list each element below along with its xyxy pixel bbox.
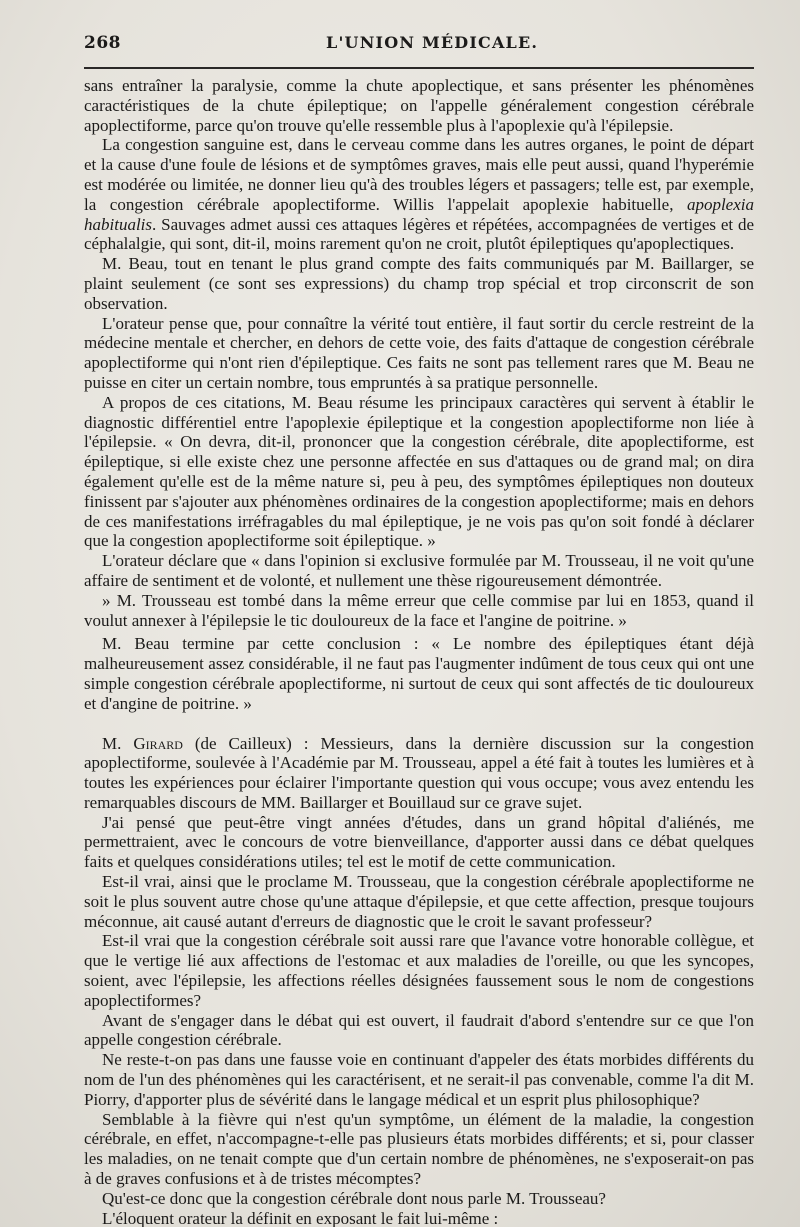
paragraph-2-text-b: . Sauvages admet aussi ces attaques légères et répétées, accompagnées de vertiges et de céphalalgie, qui sont, dit-il, moins rarement qu'on ne croit, plutôt épileptiques qu'apoplectiques. xyxy=(84,214,754,254)
paragraph-6: L'orateur déclare que « dans l'opinion si exclusive formulée par M. Trousseau, il ne voit qu'une affaire de sentiment et de volonté, et nullement une thèse rigoureusement démontrée. xyxy=(84,551,754,590)
paragraph-3: M. Beau, tout en tenant le plus grand compte des faits communiqués par M. Baillarger, se plaint seulement (ce sont ses expressions) du champ trop spécial et trop circonscrit de son observation. xyxy=(84,254,754,313)
body-text xyxy=(84,76,754,1227)
paragraph-9 xyxy=(84,734,754,813)
paragraph-16: Qu'est-ce donc que la congestion cérébrale dont nous parle M. Trousseau? xyxy=(102,1188,606,1208)
paragraph-13: Avant de s'engager dans le débat qui est ouvert, il faudrait d'abord s'entendre sur ce que l'on appelle congestion cérébrale. xyxy=(84,1010,754,1050)
header-rule xyxy=(84,67,754,69)
speaker-name: M. Girard xyxy=(102,733,183,753)
page-number: 268 xyxy=(84,33,121,53)
paragraph-2 xyxy=(84,135,754,254)
running-title: L'UNION MÉDICALE. xyxy=(326,33,539,52)
paragraph-8: M. Beau termine par cette conclusion : « Le nombre des épileptiques étant déjà malheureusement assez considérable, il ne faut pas l'augmenter indûment de tous ceux qui ont une simple congestion cérébrale apoplectiforme, ni surtout de ceux qui sont affectés de tic douloureux et d'angine de poitrine. » xyxy=(84,634,754,713)
paragraph-15: Semblable à la fièvre qui n'est qu'un symptôme, un élément de la maladie, la congestion cérébrale, en effet, n'accompagne-t-elle pas plusieurs états morbides différents; et si, pour classer les maladies, on ne tenait compte que d'un certain nombre de phénomènes, ne s'exposerait-on pas à de graves confusions et à de tristes mécomptes? xyxy=(84,1109,754,1189)
paragraph-17: L'éloquent orateur la définit en exposant le fait lui-même : xyxy=(102,1208,499,1227)
paragraph-10: J'ai pensé que peut-être vingt années d'études, dans un grand hôpital d'aliénés, me permettraient, avec le concours de votre bienveillance, d'apporter aussi dans ce débat quelques faits et quelques considérations utiles; tel est le motif de cette communication. xyxy=(84,812,754,872)
paragraph-2-text-a: La congestion sanguine est, dans le cerveau comme dans les autres organes, le point de départ et la cause d'une foule de lésions et de symptômes graves, mais elle peut aussi, quand l'hyperémie est modérée ou limitée, ne donner lieu qu'à des troubles légers et passagers; telle est, par exemple, la congestion cérébrale apoplectiforme. Willis l'appelait apoplexie habituelle, xyxy=(84,135,754,214)
paragraph-7: » M. Trousseau est tombé dans la même erreur que celle commise par lui en 1853, quand il voulut annexer à l'épilepsie le tic douloureux de la face et l'angine de poitrine. » xyxy=(84,590,754,630)
paragraph-2-latin-term: apoplexia habitualis xyxy=(84,194,754,234)
paragraph-5: A propos de ces citations, M. Beau résume les principaux caractères qui servent à établir le diagnostic différentiel entre l'apoplexie épileptique et la congestion apoplectiforme non liée à l'épilepsie. « On devra, dit-il, prononcer que la congestion cérébrale, dite apoplectiforme, est épileptique, si elle existe chez une personne affectée en sus d'attaques ou de grand mal; on dira également qu'elle est de la même nature si, peu à peu, des symptômes épileptiques non douteux finissent par s'ajouter aux phénomènes ordinaires de la congestion apoplectiforme; mais en dehors de ces manifestations irréfragables du mal épileptique, je ne vois pas qu'on soit fondé à déclarer que la congestion apoplectiforme soit épileptique. » xyxy=(84,392,754,551)
paragraph-12: Est-il vrai que la congestion cérébrale soit aussi rare que l'avance votre honorable collègue, et que le vertige lié aux affections de l'estomac et aux maladies de l'oreille, ou que les syncopes, soient, avec l'épilepsie, les affections réelles désignées faussement sous le nom de congestions apoplectiformes? xyxy=(84,931,754,1010)
paragraph-4: L'orateur pense que, pour connaître la vérité tout entière, il faut sortir du cercle restreint de la médecine mentale et chercher, en dehors de cette voie, des faits d'attaque de congestion cérébrale apoplectiforme qui n'ont rien d'épileptique. Ces faits ne sont pas tellement rares que M. Beau ne puisse en citer un certain nombre, tous empruntés à sa pratique personnelle. xyxy=(84,313,754,392)
paragraph-11: Est-il vrai, ainsi que le proclame M. Trousseau, que la congestion cérébrale apoplectiforme ne soit le plus souvent autre chose qu'une attaque d'épilepsie, et que cette affection, presque toujours méconnue, ait causé autant d'erreurs de diagnostic que le croit le savant professeur? xyxy=(84,872,754,931)
paragraph-1: sans entraîner la paralysie, comme la chute apoplectique, et sans présenter les phénomènes caractéristiques de la chute épileptique; on l'appelle généralement congestion cérébrale apoplectiforme, parce qu'on trouve qu'elle ressemble plus à l'apoplexie qu'à l'épilepsie. xyxy=(84,76,754,135)
paragraph-14: Ne reste-t-on pas dans une fausse voie en continuant d'appeler des états morbides différents du nom de l'un des phénomènes qui les caractérisent, et ne serait-il pas convenable, comme l'a dit M. Piorry, d'apporter plus de sévérité dans le langage médical et un esprit plus philosophique? xyxy=(84,1050,754,1109)
page-header xyxy=(84,33,754,57)
paragraph-9-text: (de Cailleux) : Messieurs, dans la dernière discussion sur la congestion apoplectiforme, soulevée à l'Académie par M. Trousseau, appel a été fait à toutes les lumières et à toutes les expériences pour éclairer l'importante question qui vous occupe; vous avez entendu les remarquables discours de MM. Baillarger et Bouillaud sur ce grave sujet. xyxy=(84,733,754,812)
